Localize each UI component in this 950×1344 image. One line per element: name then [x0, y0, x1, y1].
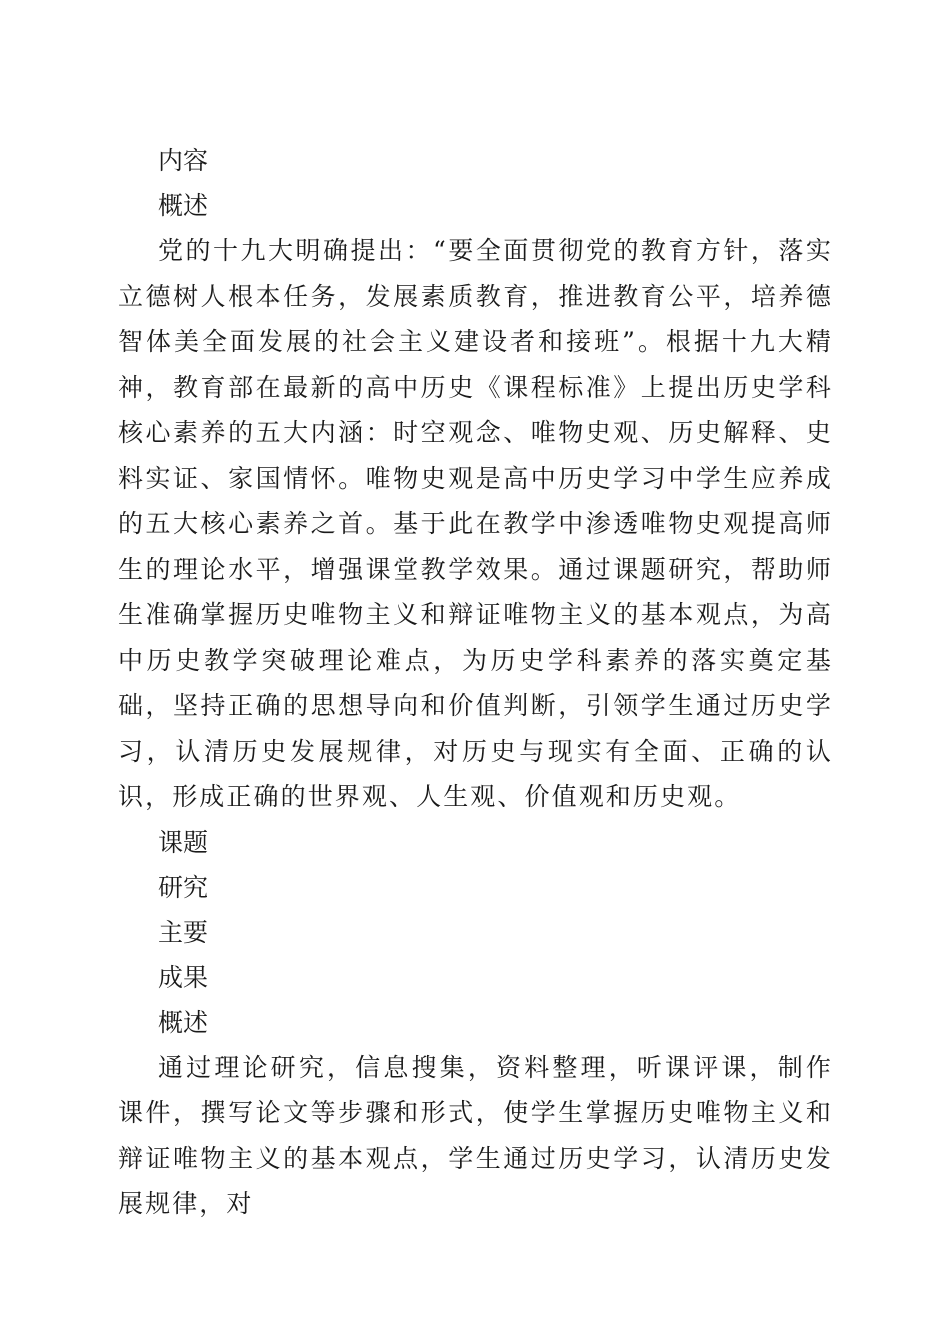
body-paragraph: 通过理论研究，信息搜集，资料整理，听课评课，制作课件，撰写论文等步骤和形式，使学生掌握历史唯物主义和辩证唯物主义的基本观点，学生通过历史学习，认清历史发展规律，对 [118, 1052, 833, 1218]
section-heading-line: 课题 [158, 827, 209, 857]
section-heading-line: 研究 [158, 872, 209, 902]
section-heading-line: 主要 [158, 917, 209, 947]
section-heading-line: 概述 [158, 1007, 209, 1037]
text-column [118, 138, 833, 1227]
section-heading-line: 内容 [158, 146, 209, 175]
section-heading-line: 概述 [158, 191, 209, 220]
section-heading-line: 成果 [158, 962, 209, 992]
body-paragraph: 党的十九大明确提出：“要全面贯彻党的教育方针，落实立德树人根本任务，发展素质教育，推进教育公平，培养德智体美全面发展的社会主义建设者和接班”。根据十九大精神，教育部在最新的高中历史《课程标准》上提出历史学科核心素养的五大内涵：时空观念、唯物史观、历史解释、史料实证、家国情怀。唯物史观是高中历史学习中学生应养成的五大核心素养之首。基于此在教学中渗透唯物史观提高师生的理论水平，增强课堂教学效果。通过课题研究，帮助师生准确掌握历史唯物主义和辩证唯物主义的基本观点，为高中历史教学突破理论难点，为历史学科素养的落实奠定基础，坚持正确的思想导向和价值判断，引领学生通过历史学习，认清历史发展规律，对历史与现实有全面、正确的认识，形成正确的世界观、人生观、价值观和历史观。 [118, 236, 833, 811]
